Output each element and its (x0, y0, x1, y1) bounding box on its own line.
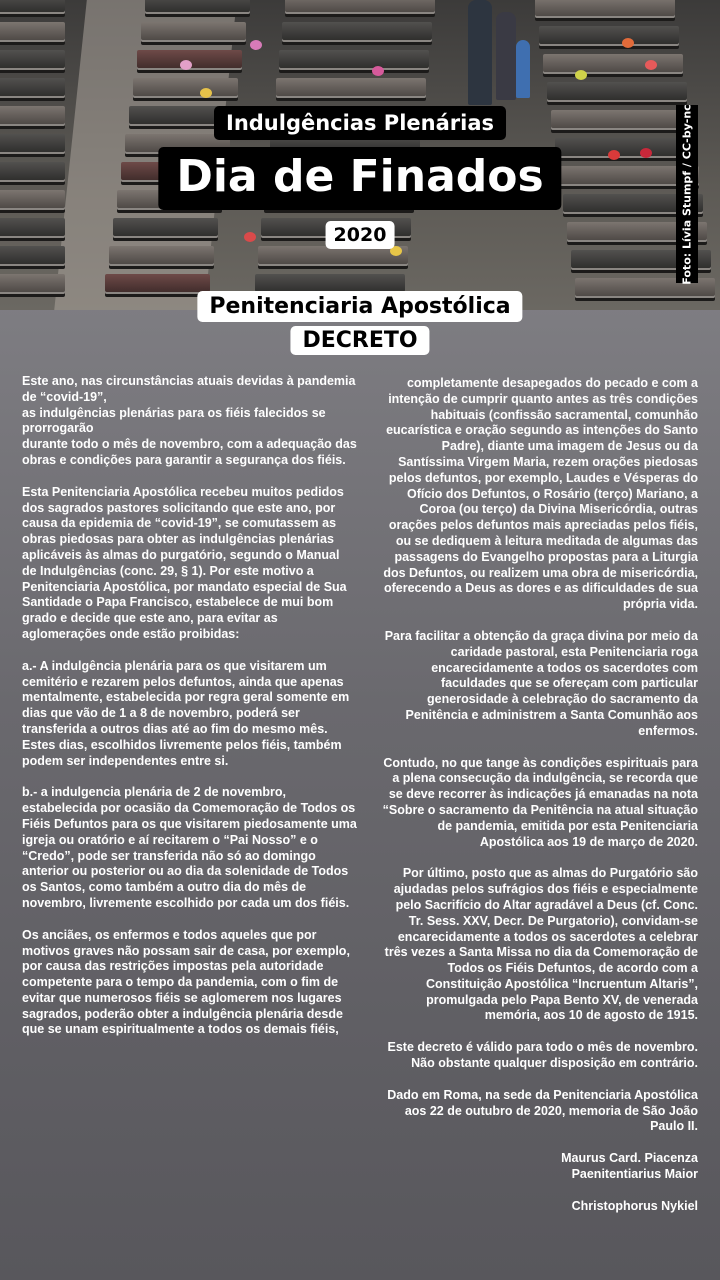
right-column (380, 376, 698, 1215)
person-figure (516, 40, 530, 98)
grave-slab (0, 50, 65, 70)
grave-slab (0, 78, 65, 98)
paragraph: Esta Penitenciaria Apostólica recebeu muitos pedidos dos sagrados pastores solicitando que este ano, por causa da epidemia de “covid-19”, se comutassem as obras piedosas para obter as indulgências plenárias aplicáveis às almas do purgatório, segundo o Manual de Indulgências (conc. 29, § 1). Por este motivo a Penitenciaria Apostólica, por mandato especial de Sua Santidade o Papa Francisco, estabelece de mui bom grado e decide que este ano, para evitar as aglomerações onde estão proibidas: (22, 484, 347, 641)
grave-slab (105, 274, 210, 294)
flower-decoration (244, 232, 256, 242)
grave-slab (0, 218, 65, 238)
signature-block-1 (380, 1151, 698, 1183)
photo-credit-text: Foto: Lívia Stumpf / CC-by-nc (680, 103, 694, 285)
grave-slab (0, 22, 65, 42)
flower-decoration (200, 88, 212, 98)
paragraph: a.- A indulgência plenária para os que visitarem um cemitério e rezarem pelos defuntos, ainda que apenas mentalmente, estabelecida por regra geral somente em dias que vão de 1 a 8 de novembro, poderá ser transferida a outros dias até ao fim do mesmo mês. Estes dias, escolhidos livremente pelos fiéis, também podem ser independentes entre si. (22, 658, 350, 768)
doc-type-badge: DECRETO (290, 326, 429, 355)
grave-slab (0, 106, 65, 126)
grave-slab (0, 162, 65, 182)
flower-decoration (622, 38, 634, 48)
person-figure (496, 12, 516, 100)
grave-slab (535, 0, 675, 18)
grave-slab (282, 22, 432, 42)
grave-slab (279, 50, 429, 70)
grave-slab (109, 246, 214, 266)
paragraph: b.- a indulgencia plenária de 2 de novembro, estabelecida por ocasião da Comemoração de Todos os Fiéis Defuntos para os que visitarem piedosamente uma igreja ou oratório e aí recitarem o “Pai Nosso” e o “Credo”, pode ser transferida não só ao domingo anterior ou posterior ou ao dia da solenidade de Todos os Santos, como também a outro dia do mês de novembro, livremente escolhido por cada um dos fiéis. (22, 785, 357, 910)
flower-decoration (575, 70, 587, 80)
page-title: Dia de Finados (158, 147, 561, 210)
paragraph: Dado em Roma, na sede da Penitenciaria Apostólica aos 22 de outubro de 2020, memoria de São João Paulo II. (387, 1087, 698, 1134)
subtitle-badge: Indulgências Plenárias (214, 106, 506, 140)
flower-decoration (608, 150, 620, 160)
grave-slab (133, 78, 238, 98)
issuer-badge: Penitenciaria Apostólica (197, 291, 522, 322)
grave-slab (551, 110, 691, 130)
photo-credit (676, 105, 698, 283)
paragraph: completamente desapegados do pecado e com a intenção de cumprir quanto antes as três condições habituais (confissão sacramental, comunhão eucarística e oração segundo as intenções do Santo Padre), diante uma imagem de Jesus ou da Santíssima Virgem Maria, rezem orações piedosas pelos defuntos, por exemplo, Laudes e Vésperas do Ofício dos Defuntos, o Rosário (terço) Mariano, a Coroa (ou terço) da Divina Misericórdia, outras orações pelos defuntos mais apreciadas pelos fiéis, ou se dediquem à leitura meditada de algumas das passagens do Evangelho propostas para a Liturgia dos Defuntos, ou realizem uma obra de misericórdia, oferecendo a Deus as dores e as dificuldades de sua própria vida. (383, 376, 698, 612)
flower-decoration (250, 40, 262, 50)
paragraph: Este ano, nas circunstâncias atuais devidas à pandemia de “covid-19”, as indulgências plenárias para os fiéis falecidos se prorrogarão durante todo o mês de novembro, com a adequação das obras e condições para garantir a segurança dos fiéis. (22, 374, 357, 467)
grave-slab (547, 82, 687, 102)
grave-slab (0, 0, 65, 14)
grave-slab (0, 274, 65, 294)
grave-slab (543, 54, 683, 74)
signature-block-2 (380, 1199, 698, 1215)
signatory-title: Paenitentiarius Maior (571, 1167, 698, 1182)
grave-slab (0, 190, 65, 210)
signatory-name: Maurus Card. Piacenza (561, 1151, 698, 1166)
paragraph: Os anciães, os enfermos e todos aqueles que por motivos graves não possam sair de casa, por exemplo, por causa das restrições impostas pela autoridade competente para o tempo da pandemia, com o fim de evitar que numerosos fiéis se aglomerem nos lugares sagrados, poderão obter a indulgência plenária desde que se unam espiritualmente a todos os demais fiéis, (22, 927, 350, 1037)
flower-decoration (180, 60, 192, 70)
left-column (22, 374, 357, 1054)
grave-slab (539, 26, 679, 46)
grave-slab (145, 0, 250, 14)
signatory-name: Christophorus Nykiel (571, 1198, 698, 1213)
grave-slab (141, 22, 246, 42)
grave-slab (113, 218, 218, 238)
grave-slab (555, 138, 695, 158)
grave-slab (0, 246, 65, 266)
flower-decoration (640, 148, 652, 158)
person-figure (468, 0, 492, 105)
flower-decoration (372, 66, 384, 76)
paragraph: Contudo, no que tange às condições espirituais para a plena consecução da indulgência, se recorda que se deve recorrer às indicações já emanadas na nota “Sobre o sacramento da Penitência na atual situação de pandemia, emitida por esta Penitenciaria Apostólica aos 19 de março de 2020. (382, 755, 698, 849)
year-badge: 2020 (326, 221, 395, 249)
grave-slab (0, 134, 65, 154)
grave-slab (258, 246, 408, 266)
paragraph: Por último, posto que as almas do Purgatório são ajudadas pelos sufrágios dos fiéis e especialmente pelo Sacrifício do Altar agradável a Deus (cf. Conc. Tr. Sess. XXV, Decr. De Purgatorio), convidam-se encarecidamente a todos os sacerdotes a celebrar três vezes a Santa Missa no dia da Comemoração de Todos os Fiéis Defuntos, de acordo com a Constituição Apostólica “Incruentum Altaris”, promulgada pelo Papa Bento XV, de venerada memória, aos 10 de agosto de 1915. (384, 866, 698, 1023)
grave-slab (276, 78, 426, 98)
flower-decoration (645, 60, 657, 70)
paragraph: Para facilitar a obtenção da graça divina por meio da caridade pastoral, esta Penitenciaria roga encarecidamente a todos os sacerdotes com faculdades que se ofereçam com particular generosidade à celebração do sacramento da Penitência e administrem a Santa Comunhão aos enfermos. (384, 628, 698, 738)
grave-slab (285, 0, 435, 14)
paragraph: Este decreto é válido para todo o mês de novembro. Não obstante qualquer disposição em contrário. (387, 1040, 698, 1071)
